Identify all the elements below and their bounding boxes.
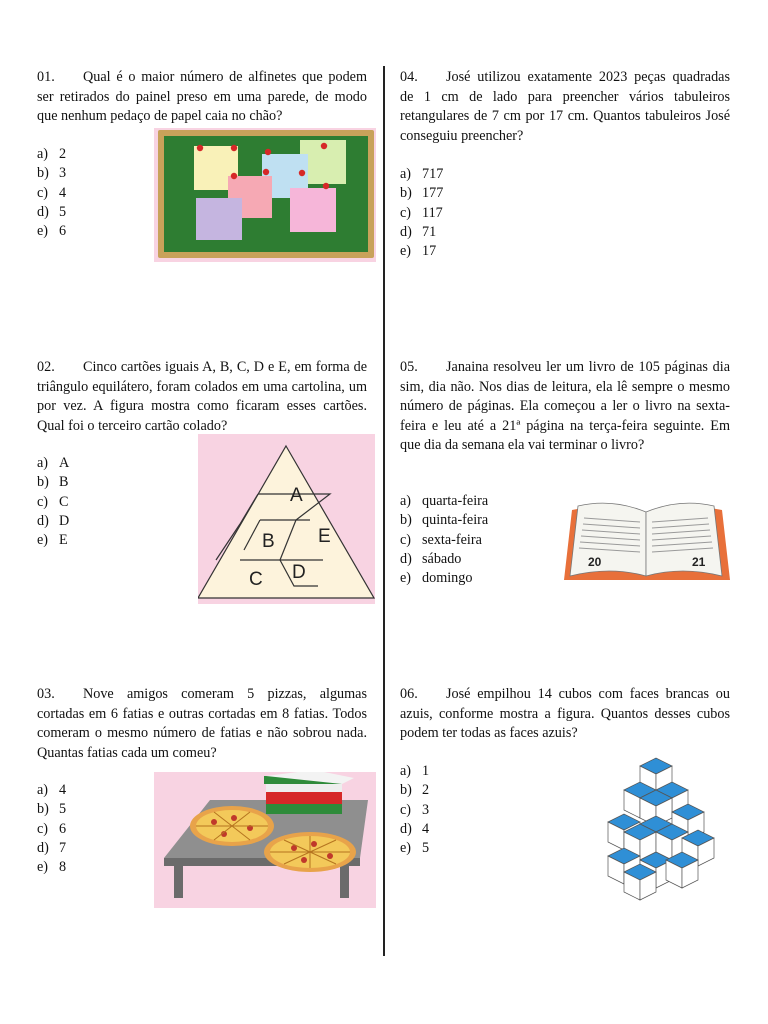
option-d[interactable]: d) D bbox=[37, 512, 70, 529]
question-number: 04. bbox=[400, 69, 418, 85]
question-text: Janaina resolveu ler um livro de 105 páginas dia sim, dia não. Nos dias de leitura, ela lê sempre o mesmo número de páginas. Ela começou a ler o livro na sexta- feira e leu até a 21ª página na terça-feira seguinte. Em que dia da semana ela vai terminar o livro? bbox=[400, 359, 730, 453]
options-06 bbox=[400, 762, 429, 858]
question-text: José empilhou 14 cubos com faces brancas ou azuis, conforme mostra a figura. Quantos desses cubos podem ter todas as faces azuis? bbox=[400, 686, 730, 741]
option-c[interactable]: c) C bbox=[37, 493, 69, 510]
option-c[interactable]: c) 3 bbox=[400, 801, 430, 818]
option-d[interactable]: d) 71 bbox=[400, 223, 437, 240]
page-number-left: 20 bbox=[588, 555, 602, 569]
option-b[interactable]: b) quinta-feira bbox=[400, 512, 489, 529]
option-b[interactable]: b) B bbox=[37, 474, 69, 491]
corkboard-with-notes-icon bbox=[154, 128, 376, 262]
options-01 bbox=[37, 145, 66, 241]
question-05 bbox=[400, 358, 730, 456]
option-a[interactable]: a) 717 bbox=[400, 166, 444, 182]
stacked-cubes-icon bbox=[606, 756, 718, 904]
option-c[interactable]: c) 6 bbox=[37, 820, 67, 837]
options-04 bbox=[400, 165, 443, 261]
question-02 bbox=[37, 358, 367, 436]
options-05 bbox=[400, 492, 488, 588]
option-d[interactable]: d) 5 bbox=[37, 203, 67, 220]
pizzas-on-table-icon bbox=[154, 772, 376, 908]
option-e[interactable]: e) 6 bbox=[37, 223, 67, 240]
card-label-c: C bbox=[249, 569, 263, 590]
option-e[interactable]: e) E bbox=[37, 532, 68, 549]
options-02 bbox=[37, 454, 69, 550]
option-a[interactable]: a) 2 bbox=[37, 146, 67, 162]
card-label-a: A bbox=[290, 485, 303, 506]
open-book-icon bbox=[560, 496, 732, 588]
question-number: 02. bbox=[37, 359, 55, 375]
question-text: José utilizou exatamente 2023 peças quadradas de 1 cm de lado para preencher vários tabuleiros retangulares de 7 cm por 17 cm. Quantos tabuleiros José conseguiu preencher? bbox=[400, 69, 730, 144]
option-d[interactable]: d) 4 bbox=[400, 820, 430, 837]
question-text: Qual é o maior número de alfinetes que podem ser retirados do painel preso em uma parede, de modo que nenhum pedaço de papel caia no chão? bbox=[37, 69, 367, 124]
option-b[interactable]: b) 177 bbox=[400, 185, 444, 202]
option-e[interactable]: e) 17 bbox=[400, 243, 437, 260]
card-label-b: B bbox=[262, 531, 275, 552]
option-b[interactable]: b) 3 bbox=[37, 165, 67, 182]
column-divider bbox=[383, 66, 385, 956]
options-03 bbox=[37, 781, 66, 877]
option-a[interactable]: a) quarta-feira bbox=[400, 493, 489, 509]
page-number-right: 21 bbox=[692, 555, 706, 569]
option-e[interactable]: e) 5 bbox=[400, 840, 430, 857]
option-a[interactable]: a) 4 bbox=[37, 782, 67, 798]
question-number: 03. bbox=[37, 686, 55, 702]
question-text: Nove amigos comeram 5 pizzas, algumas cortadas em 6 fatias e outras cortadas em 8 fatias. Todos comeram o mesmo número de fatias e não sobrou nada. Quantas fatias cada um comeu? bbox=[37, 686, 367, 761]
question-01 bbox=[37, 68, 367, 127]
option-e[interactable]: e) domingo bbox=[400, 570, 473, 587]
question-number: 06. bbox=[400, 686, 418, 702]
question-number: 05. bbox=[400, 359, 418, 375]
question-number: 01. bbox=[37, 69, 55, 85]
option-e[interactable]: e) 8 bbox=[37, 859, 67, 876]
option-c[interactable]: c) 117 bbox=[400, 204, 443, 221]
option-d[interactable]: d) 7 bbox=[37, 839, 67, 856]
option-b[interactable]: b) 5 bbox=[37, 801, 67, 818]
option-d[interactable]: d) sábado bbox=[400, 550, 462, 567]
option-b[interactable]: b) 2 bbox=[400, 782, 430, 799]
option-c[interactable]: c) 4 bbox=[37, 184, 67, 201]
question-06 bbox=[400, 685, 730, 744]
triangle-cards-icon bbox=[198, 434, 375, 604]
option-c[interactable]: c) sexta-feira bbox=[400, 531, 482, 548]
option-a[interactable]: a) A bbox=[37, 455, 70, 471]
option-a[interactable]: a) 1 bbox=[400, 763, 430, 779]
question-text: Cinco cartões iguais A, B, C, D e E, em forma de triângulo equilátero, foram colados em uma cartolina, um por vez. A figura mostra como ficaram esses cartões. Qual foi o terceiro cartão colado? bbox=[37, 359, 367, 434]
card-label-d: D bbox=[292, 562, 306, 583]
question-04 bbox=[400, 68, 730, 146]
question-03 bbox=[37, 685, 367, 763]
card-label-e: E bbox=[318, 526, 331, 547]
